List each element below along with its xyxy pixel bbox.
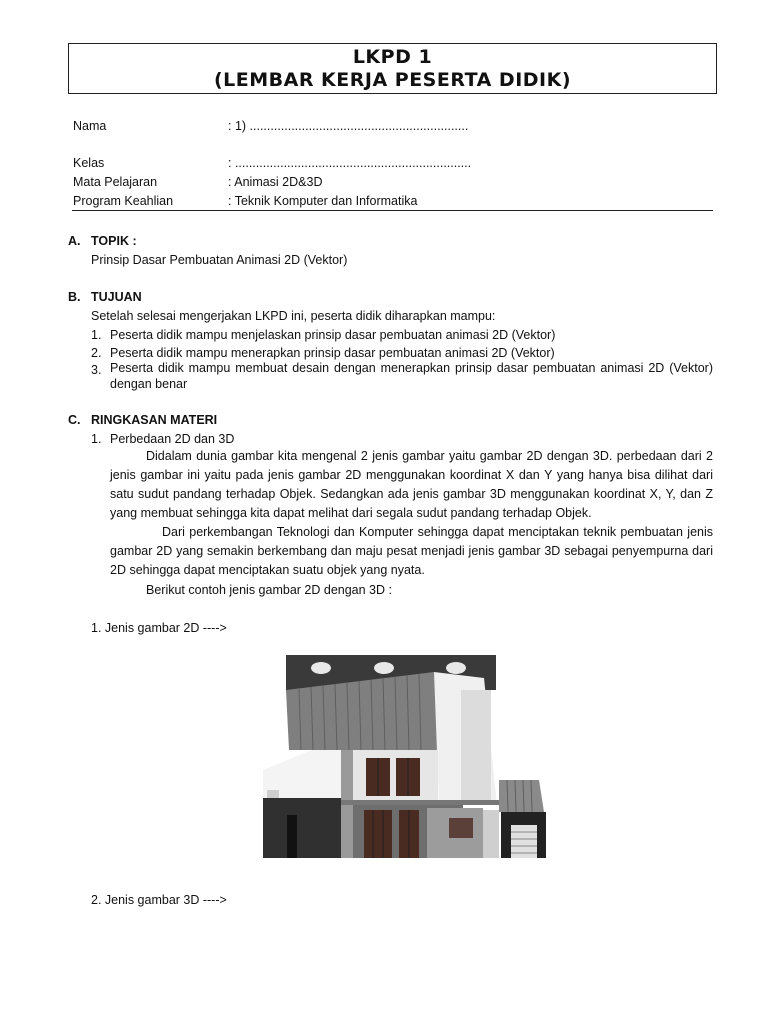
title-box: [68, 43, 717, 94]
list-item: Peserta didik mampu menjelaskan prinsip dasar pembuatan animasi 2D (Vektor): [110, 328, 556, 342]
document-title: LKPD 1: [352, 46, 433, 68]
section-a-marker: A.: [68, 234, 81, 248]
list-item: Peserta didik mampu menerapkan prinsip dasar pembuatan animasi 2D (Vektor): [110, 346, 555, 360]
document-subtitle: (LEMBAR KERJA PESERTA DIDIK): [213, 69, 572, 91]
subsection-number: 1.: [91, 432, 102, 446]
program-label: Program Keahlian: [73, 194, 174, 208]
identity-divider: [72, 210, 713, 211]
section-b-heading: TUJUAN: [91, 290, 142, 304]
section-b-intro: Setelah selesai mengerjakan LKPD ini, peserta didik diharapkan mampu:: [91, 309, 496, 323]
kelas-label: Kelas: [73, 156, 105, 170]
program-value: : Teknik Komputer dan Informatika: [228, 194, 418, 208]
list-item-number: 3.: [91, 363, 102, 377]
section-a-text: Prinsip Dasar Pembuatan Animasi 2D (Vektor): [91, 253, 348, 267]
list-item: Peserta didik mampu membuat desain dengan menerapkan prinsip dasar pembuatan animasi 2D (Vektor) dengan benar: [110, 361, 713, 391]
section-c-marker: C.: [68, 413, 81, 427]
paragraph-2: Dari perkembangan Teknologi dan Komputer sehingga dapat menciptakan teknik pembuatan jenis gambar 2D yang semakin berkembang dan maju pesat menjadi jenis gambar 3D sebagai penyempurna dari 2D sehingga dapat menciptakan suatu objek yang nyata.: [110, 525, 713, 577]
paragraph-1: Didalam dunia gambar kita mengenal 2 jenis gambar yaitu gambar 2D dengan 3D. perbedaan dari 2 jenis gambar ini yaitu pada jenis gambar 2D menggunakan koordinat X dan Y yang hanya bisa dilihat dari satu sudut pandang terhadap Objek. Sedangkan ada jenis gambar 3D menggunakan koordinat X, Y, dan Z yang membuat sehingga kita dapat melihat dari segala sudut pandang terhadap Objek.: [110, 449, 713, 520]
mapel-label: Mata Pelajaran: [73, 175, 158, 189]
subsection-heading: Perbedaan 2D dan 3D: [110, 432, 235, 446]
example-3d-label: 2. Jenis gambar 3D ---->: [91, 893, 227, 907]
list-item-number: 1.: [91, 328, 102, 342]
example-2d-label: 1. Jenis gambar 2D ---->: [91, 621, 227, 635]
nama-label: Nama: [73, 119, 107, 133]
kelas-field: : ....................................................................: [228, 156, 472, 170]
paragraph-3: Berikut contoh jenis gambar 2D dengan 3D :: [146, 583, 392, 597]
list-item-number: 2.: [91, 346, 102, 360]
house-2d-image: [249, 650, 549, 860]
section-c-heading: RINGKASAN MATERI: [91, 413, 218, 427]
section-a-heading: TOPIK :: [91, 234, 137, 248]
mapel-value: : Animasi 2D&3D: [228, 175, 323, 189]
section-b-marker: B.: [68, 290, 81, 304]
nama-field: : 1) ...............................................................: [228, 119, 469, 133]
